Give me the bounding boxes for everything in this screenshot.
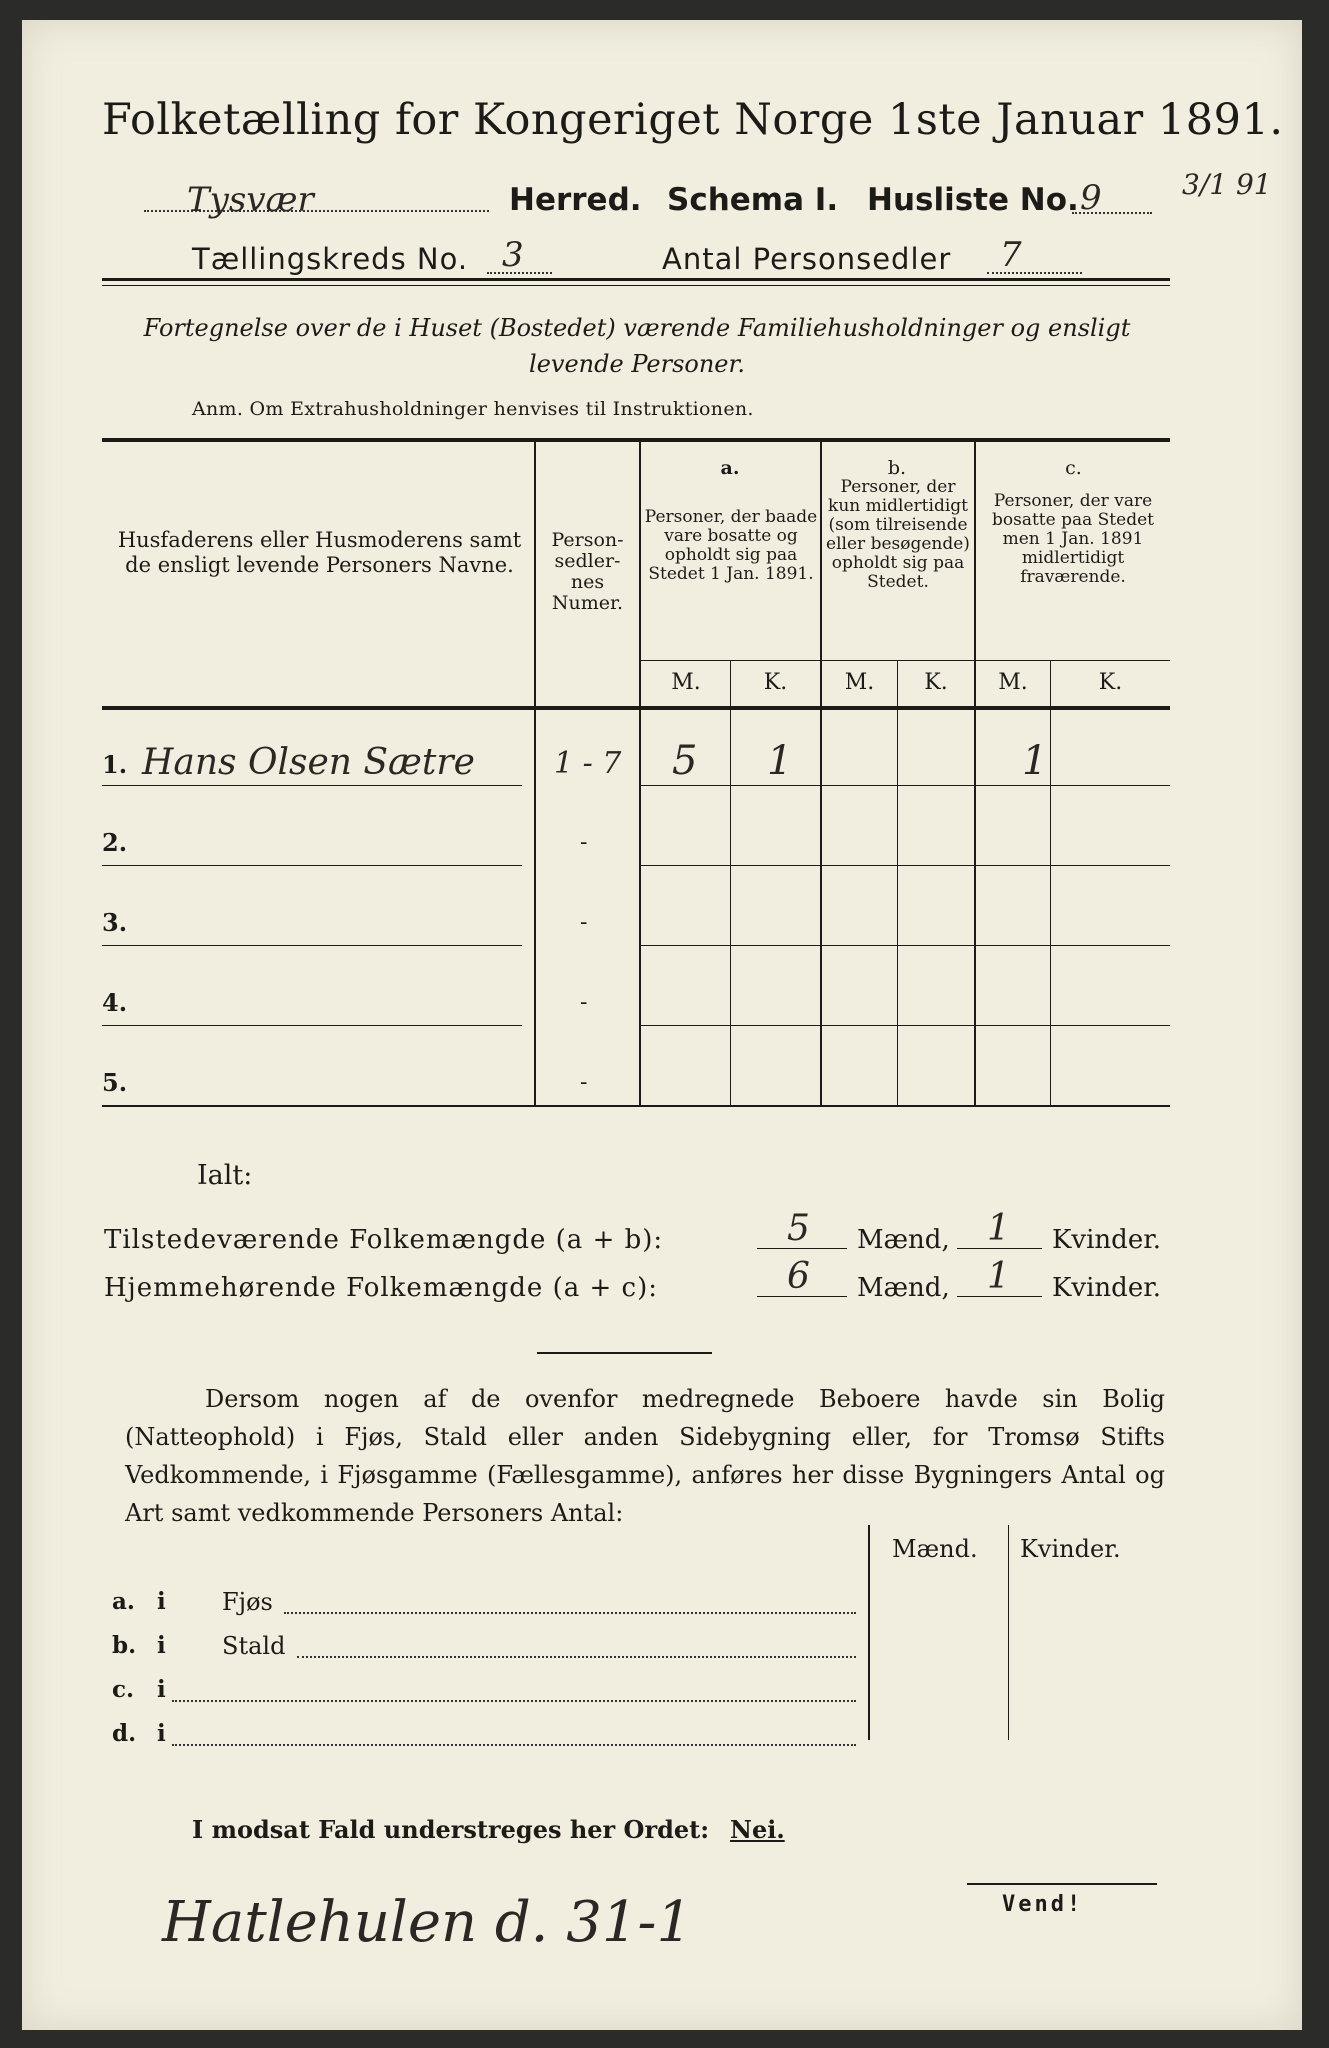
fjos-label: Fjøs [222,1588,273,1616]
buildings-kvinder-head: Kvinder. [1020,1535,1121,1563]
stald-label: Stald [222,1632,286,1660]
tilst-label: Tilstedeværende Folkemængde (a + b): [104,1225,664,1255]
row-1-number: 1. [102,750,128,779]
tilst-maend-label: Mænd, [857,1225,950,1255]
col-rule-a-split [730,660,731,1105]
col-rule-2 [639,442,641,1105]
fjos-i: i [157,1588,166,1615]
form-title: Folketælling for Kongeriget Norge 1ste Januar 1891. [102,95,1284,145]
row-4-numer: - [580,990,588,1015]
col-a-m: M. [671,670,701,695]
hjem-m-value: 6 [787,1256,810,1297]
kreds-label: Tællingskreds No. [192,242,469,276]
row-1-name: Hans Olsen Sætre [142,742,475,783]
item-d-dotted-line [172,1744,856,1746]
table-bottom-rule [102,1105,1170,1107]
col-c-k: K. [1098,670,1123,695]
col-b-letter: b. [887,457,907,479]
col-a-letter: a. [720,457,740,479]
item-d-letter: d. [112,1720,137,1747]
row-1-a-m: 5 [672,738,698,784]
tilst-k-value: 1 [987,1208,1010,1249]
schema-label: Schema I. [667,182,839,218]
section-divider [537,1352,712,1354]
ialt-label: Ialt: [197,1160,253,1191]
row-2-val-line [639,865,1170,866]
hjem-maend-label: Mænd, [857,1273,950,1303]
col-rule-b-split [897,660,898,1105]
stald-letter: b. [112,1632,137,1659]
mk-top-rule [639,660,1170,661]
item-c-i: i [157,1676,166,1703]
census-form-page [22,20,1302,2030]
col-names-header: Husfaderens eller Husmoderens samt de ensligt levende Personers Navne. [117,528,522,577]
col-c-m: M. [998,670,1028,695]
row-1-a-k: 1 [767,738,793,784]
col-a-header: Personer, der baade vare bosatte og opholdt sig paa Stedet 1 Jan. 1891. [644,507,818,584]
husliste-value: 9 [1080,178,1102,218]
row-4-name-line [102,1025,522,1026]
item-d-i: i [157,1720,166,1747]
antal-value: 7 [1000,235,1022,275]
intro-heading: Fortegnelse over de i Huset (Bostedet) værende Familiehusholdninger og ensligt levende Personer. [143,314,1131,378]
col-rule-c-split [1050,660,1051,1105]
kreds-value: 3 [502,235,524,275]
col-rule-1 [534,442,536,1105]
husliste-label: Husliste No. [867,182,1079,218]
row-1-c-m: 1 [1022,738,1048,784]
hjem-kvinder-label: Kvinder. [1052,1273,1162,1303]
stald-i: i [157,1632,166,1659]
corner-date-note: 3/1 91 [1182,168,1272,201]
col-numer-header: Person-sedler-nes Numer. [551,529,624,614]
tilst-kvinder-label: Kvinder. [1052,1225,1162,1255]
col-c-header: Personer, der vare bosatte paa Stedet men 1 Jan. 1891 midlertidigt fraværende. [992,491,1154,587]
table-header-rule [102,706,1170,710]
item-c-letter: c. [112,1676,135,1703]
item-c-dotted-line [172,1700,856,1702]
hjem-k-value: 1 [987,1256,1010,1297]
row-2-numer: - [580,830,588,855]
row-1-numer: 1 - 7 [554,746,622,781]
buildings-maend-head: Mænd. [892,1535,978,1563]
row-3-name-line [102,945,522,946]
nei-word: Nei. [730,1815,785,1844]
antal-label: Antal Personsedler [662,242,952,276]
row-2-name-line [102,865,522,866]
row-1-val-line [639,785,1170,786]
row-4-number: 4. [102,988,128,1017]
row-1-name-line [102,785,522,786]
row-3-number: 3. [102,908,128,937]
row-3-val-line [639,945,1170,946]
col-rule-4 [974,442,976,1105]
col-b-header: Personer, der kun midlertidigt (som tilreisende eller besøgende) opholdt sig paa Stedet. [826,477,970,592]
buildings-col-rule-2 [1008,1525,1009,1740]
fjos-dotted-line [284,1612,856,1614]
vend-text: Vend! [1002,1892,1084,1917]
header-rule-bottom [102,285,1170,286]
buildings-col-rule-1 [868,1525,870,1740]
herred-label: Herred. [509,182,642,218]
table-top-rule [102,438,1170,442]
signature-handwriting: Hatlehulen d. 31-1 [162,1890,693,1955]
col-a-k: K. [763,670,788,695]
col-b-m: M. [844,670,875,695]
col-b-k: K. [924,670,948,695]
row-4-val-line [639,1025,1170,1026]
tilst-m-value: 5 [787,1208,810,1249]
modsat-text: I modsat Fald understreges her Ordet: [192,1815,710,1844]
col-c-letter: c. [1065,457,1082,479]
row-5-number: 5. [102,1068,128,1097]
row-5-numer: - [580,1070,588,1095]
fjos-letter: a. [112,1588,135,1615]
hjem-label: Hjemmehørende Folkemængde (a + c): [104,1273,658,1303]
anm-note: Anm. Om Extrahusholdninger henvises til Instruktionen. [192,398,754,420]
header-rule-top [102,278,1170,281]
stald-dotted-line [297,1656,856,1658]
row-2-number: 2. [102,828,128,857]
buildings-paragraph: Dersom nogen af de ovenfor medregnede Beboere havde sin Bolig (Natteophold) i Fjøs, Stald eller anden Sidebygning eller, for Tromsø Stifts Vedkommende, i Fjøsgamme (Fællesgamme), anføres her disse Bygningers Antal og Art samt vedkommende Personers Antal: [125,1385,1165,1527]
row-3-numer: - [580,910,588,935]
herred-value: Tysvær [187,180,314,220]
vend-rule [967,1883,1157,1885]
